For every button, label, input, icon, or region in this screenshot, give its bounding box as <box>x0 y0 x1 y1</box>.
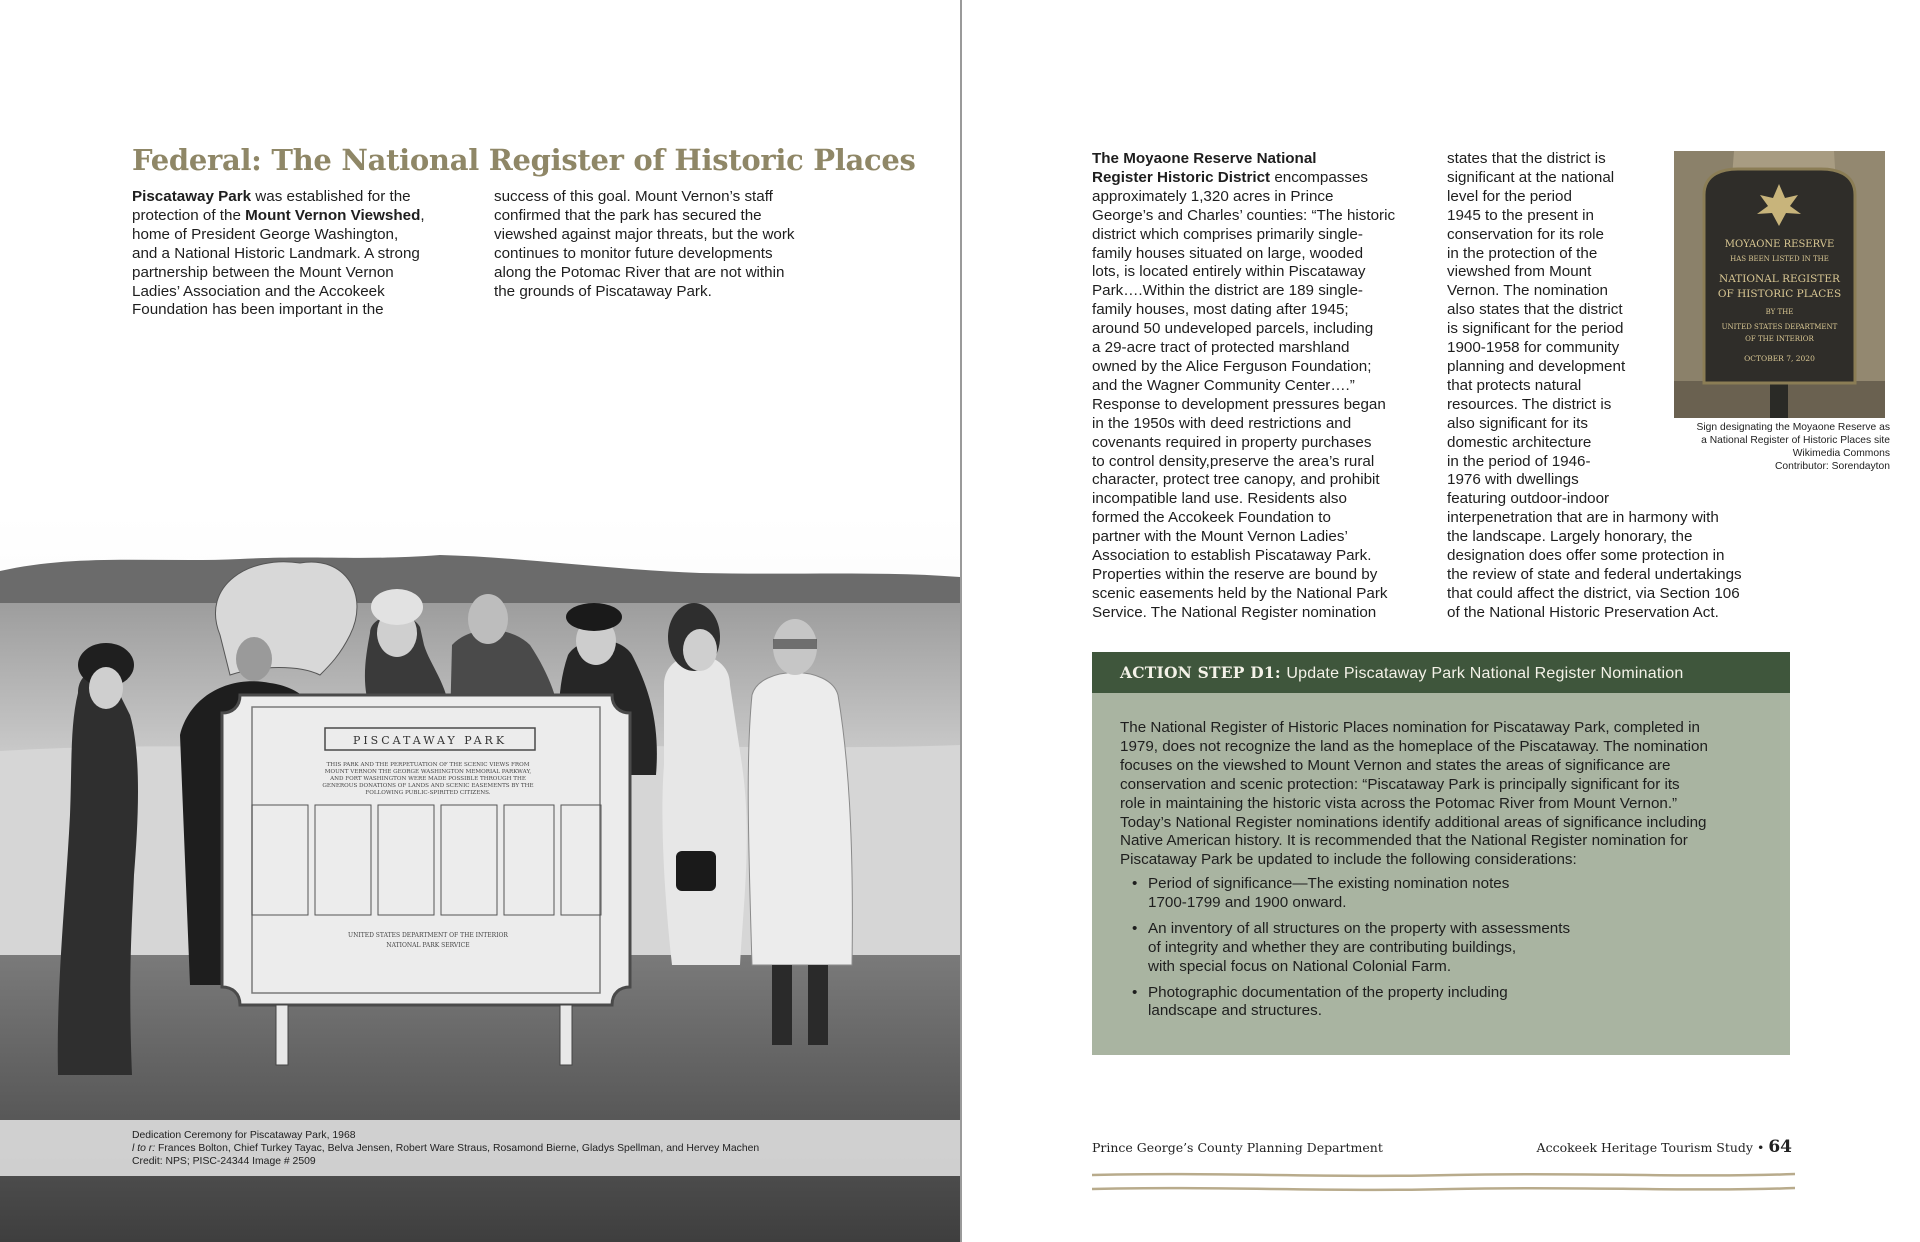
text-line: confirmed that the park has secured the <box>494 206 762 224</box>
text-line: 1900-1958 for community <box>1447 339 1620 357</box>
text-line: that protects natural <box>1447 376 1582 394</box>
text-line: also states that the district <box>1447 301 1623 319</box>
text-line: district which comprises primarily single- <box>1092 225 1363 243</box>
footer-department: Prince George’s County Planning Department <box>1092 1140 1383 1155</box>
sign-title: PISCATAWAY PARK <box>352 734 508 747</box>
sign-text-line: GENEROUS DONATIONS OF LANDS AND SCENIC EASEMENTS BY THE <box>322 783 534 789</box>
sign-footer-2: NATIONAL PARK SERVICE <box>386 942 470 949</box>
sign-text-line: MOUNT VERNON THE GEORGE WASHINGTON MEMORIAL PARKWAY, <box>324 769 532 775</box>
text-line: the review of state and federal undertakings <box>1447 565 1742 583</box>
text-line: that could affect the district, via Section 106 <box>1447 584 1740 602</box>
text-line: Response to development pressures began <box>1092 395 1386 413</box>
text-line: partnership between the Mount Vernon <box>132 263 394 281</box>
text-line: focuses on the viewshed to Mount Vernon and states the areas of significance are <box>1120 756 1671 774</box>
caption-names: l to r: Frances Bolton, Chief Turkey Tayac, Belva Jensen, Robert Ware Straus, Rosamond Bierne, Gladys Spellman, and Hervey Machen <box>132 1143 760 1154</box>
text-line: • Photographic documentation of the property including <box>1148 983 1508 1001</box>
text-line: covenants required in property purchases <box>1092 433 1372 451</box>
text-line: level for the period <box>1447 187 1572 205</box>
text-line: Ladies’ Association and the Accokeek <box>132 282 385 300</box>
caption-line: Contributor: Sorendayton <box>1774 461 1890 472</box>
action-step-bullets <box>1120 875 1770 1028</box>
text-line: viewshed from Mount <box>1447 263 1592 281</box>
list-item <box>1120 920 1770 977</box>
text-line: continues to monitor future developments <box>494 244 773 262</box>
text-line: of the National Historic Preservation Act. <box>1447 603 1719 621</box>
text-line: owned by the Alice Ferguson Foundation; <box>1092 357 1372 375</box>
text-line: and the Wagner Community Center….” <box>1092 376 1355 394</box>
text-line: significant at the national <box>1447 168 1615 186</box>
text-line: protection of the Mount Vernon Viewshed, <box>132 206 425 224</box>
text-line: Association to establish Piscataway Park. <box>1092 547 1372 565</box>
text-line: featuring outdoor-indoor <box>1447 490 1610 508</box>
action-step-header <box>1092 652 1790 693</box>
caption-title: Dedication Ceremony for Piscataway Park, 1968 <box>132 1130 356 1141</box>
sign-text-line: AND FORT WASHINGTON WERE MADE POSSIBLE THROUGH THE <box>330 776 526 782</box>
text-line: 1945 to the present in <box>1447 206 1594 224</box>
footer-study: Accokeek Heritage Tourism Study • 64 <box>1536 1137 1792 1157</box>
footer-wave-rules <box>1092 1170 1795 1194</box>
text-line: role in maintaining the historic vista across the Potomac River from Mount Vernon.” <box>1120 794 1678 812</box>
text-line: interpenetration that are in harmony with <box>1447 509 1719 527</box>
sign-text-line: FOLLOWING PUBLIC-SPIRITED CITIZENS. <box>365 790 491 796</box>
list-item <box>1120 984 1770 1022</box>
action-step-title: ACTION STEP D1: Update Piscataway Park National Register Nomination <box>1120 663 1684 682</box>
text-line: viewshed against major threats, but the work <box>494 225 795 243</box>
text-line: planning and development <box>1447 357 1626 375</box>
text-line: George’s and Charles’ counties: “The historic <box>1092 206 1396 224</box>
sign-line: MOYAONE RESERVE <box>1724 239 1835 250</box>
text-line: states that the district is <box>1447 150 1606 167</box>
sign-line: HAS BEEN LISTED IN THE <box>1730 255 1829 263</box>
text-line: to control density,preserve the area’s rural <box>1092 452 1375 470</box>
text-line: home of President George Washington, <box>132 225 399 243</box>
caption-line: Sign designating the Moyaone Reserve as <box>1696 422 1890 433</box>
text-line: conservation and scenic protection: “Piscataway Park is principally significant for its <box>1120 775 1680 793</box>
action-step-body <box>1120 719 1770 870</box>
sign-line: NATIONAL REGISTER <box>1719 273 1840 285</box>
text-line: • An inventory of all structures on the property with assessments <box>1148 919 1571 937</box>
text-line: the grounds of Piscataway Park. <box>494 282 712 300</box>
text-line: • Period of significance—The existing nomination notes <box>1148 875 1510 892</box>
sign-line: OF THE INTERIOR <box>1745 335 1814 343</box>
text-line: conservation for its role <box>1447 225 1605 243</box>
sign-photo-caption <box>1650 421 1890 473</box>
text-line: approximately 1,320 acres in Prince <box>1092 187 1334 205</box>
caption-line: a National Register of Historic Places site <box>1701 435 1890 446</box>
text-line: in the period of 1946- <box>1447 452 1591 470</box>
text-line: Foundation has been important in the <box>132 301 384 319</box>
photo-caption <box>0 1120 960 1176</box>
text-line: along the Potomac River that are not within <box>494 263 785 281</box>
text-line: domestic architecture <box>1447 433 1592 451</box>
text-line: The Moyaone Reserve National <box>1092 150 1317 167</box>
text-line: Today’s National Register nominations identify additional areas of significance including <box>1120 813 1707 831</box>
text-line: with special focus on National Colonial Farm. <box>1148 957 1452 975</box>
text-line: Piscataway Park be updated to include the following considerations: <box>1120 851 1577 869</box>
sign-text-line: THIS PARK AND THE PERPETUATION OF THE SCENIC VIEWS FROM <box>326 762 530 768</box>
text-line: lots, is located entirely within Piscataway <box>1092 263 1366 281</box>
intro-column-1 <box>132 188 462 320</box>
text-line: in the protection of the <box>1447 244 1598 262</box>
text-line: success of this goal. Mount Vernon’s staff <box>494 188 773 205</box>
text-line: designation does offer some protection in <box>1447 547 1725 565</box>
caption-credit: Credit: NPS; PISC-24344 Image # 2509 <box>132 1156 316 1167</box>
caption-line: Wikimedia Commons <box>1792 448 1890 459</box>
text-line: 1979, does not recognize the land as the homeplace of the Piscataway. The nomination <box>1120 737 1708 755</box>
section-heading: Federal: The National Register of Historic Places <box>132 143 916 177</box>
action-step-panel <box>1092 693 1790 1055</box>
text-line: Register Historic District encompasses <box>1092 168 1369 186</box>
text-line: resources. The district is <box>1447 395 1612 413</box>
text-line: character, protect tree canopy, and prohibit <box>1092 471 1380 489</box>
text-line: Piscataway Park was established for the <box>132 188 411 205</box>
text-line: landscape and structures. <box>1148 1002 1322 1020</box>
moyaone-column-1 <box>1092 150 1422 623</box>
text-line: in the 1950s with deed restrictions and <box>1092 414 1352 432</box>
text-line: The National Register of Historic Places nomination for Piscataway Park, completed in <box>1120 719 1700 736</box>
text-line: around 50 undeveloped parcels, including <box>1092 320 1374 338</box>
text-line: family houses, most dating after 1945; <box>1092 301 1349 319</box>
text-line: incompatible land use. Residents also <box>1092 490 1347 508</box>
sign-line: BY THE <box>1765 308 1794 316</box>
list-item <box>1120 875 1770 913</box>
right-page <box>962 0 1920 1242</box>
text-line: partner with the Mount Vernon Ladies’ <box>1092 528 1348 546</box>
text-line: a 29-acre tract of protected marshland <box>1092 339 1350 357</box>
text-line: is significant for the period <box>1447 320 1624 338</box>
text-line: Park….Within the district are 189 single- <box>1092 282 1363 300</box>
sign-footer-1: UNITED STATES DEPARTMENT OF THE INTERIOR <box>348 932 508 939</box>
sign-line: OCTOBER 7, 2020 <box>1744 354 1815 363</box>
text-line: Vernon. The nomination <box>1447 282 1608 300</box>
text-line: the landscape. Largely honorary, the <box>1447 528 1693 546</box>
intro-column-2 <box>494 188 834 301</box>
text-line: also significant for its <box>1447 414 1588 432</box>
text-line: 1700-1799 and 1900 onward. <box>1148 893 1347 911</box>
sign-line: UNITED STATES DEPARTMENT <box>1721 323 1838 331</box>
text-line: formed the Accokeek Foundation to <box>1092 509 1331 527</box>
text-line: scenic easements held by the National Park <box>1092 584 1388 602</box>
text-line: family houses situated on large, wooded <box>1092 244 1364 262</box>
sign-line: OF HISTORIC PLACES <box>1717 288 1842 300</box>
page-number: 64 <box>1768 1137 1792 1157</box>
moyaone-sign-photo <box>1674 151 1885 418</box>
text-line: 1976 with dwellings <box>1447 471 1579 489</box>
text-line: Properties within the reserve are bound by <box>1092 565 1378 583</box>
text-line: Native American history. It is recommended that the National Register nomination for <box>1120 832 1688 850</box>
text-line: and a National Historic Landmark. A strong <box>132 244 420 262</box>
text-line: of integrity and whether they are contributing buildings, <box>1148 938 1517 956</box>
text-line: Service. The National Register nomination <box>1092 603 1377 621</box>
